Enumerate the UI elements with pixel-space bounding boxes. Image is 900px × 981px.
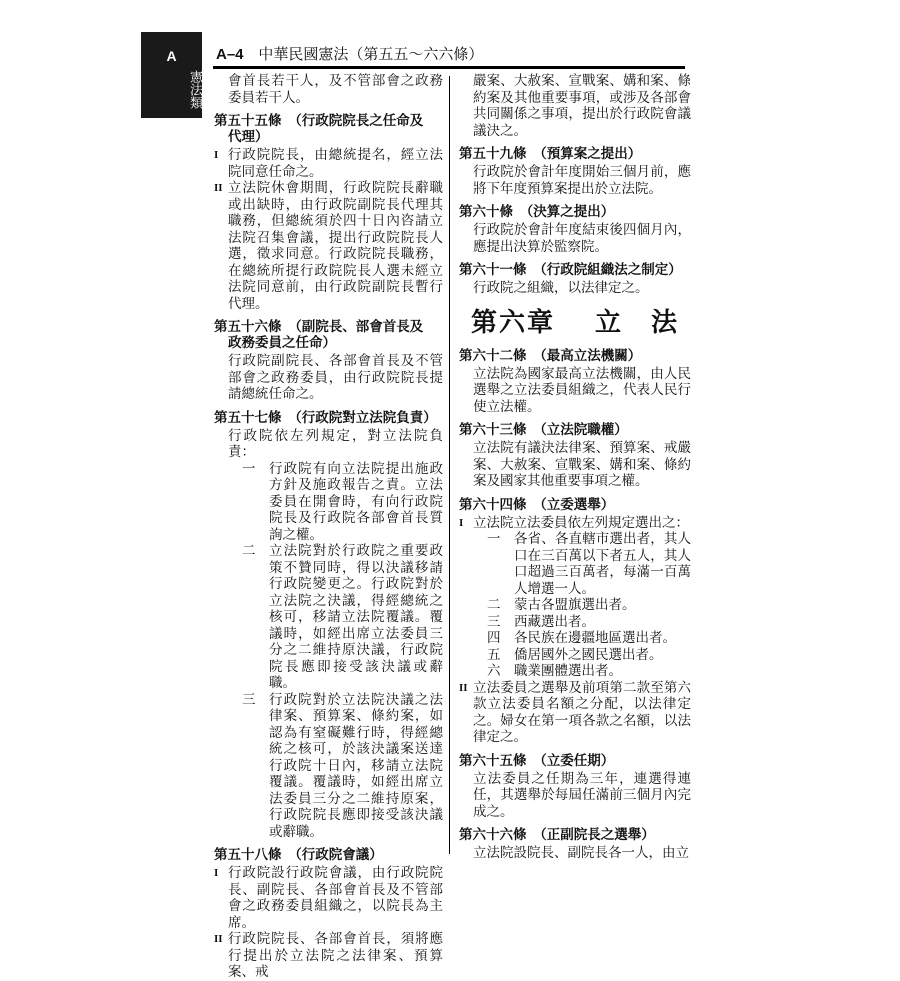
- para-text: 立法委員之選舉及前項第二款至第六款立法委員名額之分配，以法律定之。婦女在第一項各款之名額，以法律定之。: [473, 679, 691, 745]
- article-66-heading: 第六十六條 （正副院長之選舉）: [459, 827, 655, 843]
- article-57-item-1: [214, 461, 443, 544]
- article-55-title-cont: 代理）: [228, 129, 269, 145]
- para-text: 行政院院長，由總統提名，經立法院同意任命之。: [228, 147, 443, 180]
- item-number: 六: [487, 663, 501, 679]
- para-marker: II: [459, 681, 468, 694]
- article-57-item-2: [214, 543, 443, 692]
- article-60-body: 行政院於會計年度結束後四個月內，應提出決算於監察院。: [473, 222, 691, 255]
- para-text: 立法院立法委員依左列規定選出之：: [473, 514, 689, 531]
- para-marker: II: [214, 182, 223, 194]
- article-64-item-3: [459, 614, 691, 631]
- article-56-heading: [214, 319, 443, 351]
- running-header: [216, 43, 483, 64]
- header-rule: [213, 66, 685, 69]
- item-text: 各民族在邊疆地區選出者。: [514, 630, 676, 646]
- item-text: 各省、各直轄市選出者，其人口在三百萬以下者五人，其人口超過三百萬者，每滿一百萬人增選一人。: [514, 531, 691, 597]
- item-text: 僑居國外之國民選出者。: [514, 646, 663, 663]
- article-56-title: 第五十六條 （副院長、部會首長及: [214, 319, 424, 335]
- item-text: 西藏選出者。: [514, 613, 595, 630]
- para-marker: I: [214, 149, 219, 161]
- article-55-para-1: [214, 147, 443, 180]
- article-55-heading: [214, 113, 443, 145]
- column-divider: [449, 76, 450, 854]
- item-text: 行政院對於立法院決議之法律案、預算案、條約案，如認為有窒礙難行時，得經總統之核可，於該決議案送達行政院十日內，移請立法院覆議。覆議時，如經出席立法委員三分之二維持原案，行政院院長應即接受該決議或辭職。: [269, 691, 443, 840]
- para-text: 行政院院長、各部會首長，須將應行提出於立法院之法律案、預算案、戒: [228, 931, 443, 980]
- item-number: 三: [487, 613, 501, 630]
- item-number: 五: [487, 646, 501, 663]
- article-57-heading: 第五十七條 （行政院對立法院負責）: [214, 409, 437, 426]
- article-60-heading: 第六十條 （決算之提出）: [459, 204, 615, 220]
- article-64-para-2: [459, 680, 691, 746]
- chapter-heading: [459, 305, 691, 341]
- article-65-heading: 第六十五條 （立委任期）: [459, 752, 615, 769]
- article-64-item-2: [459, 597, 691, 614]
- continued-text: 嚴案、大赦案、宣戰案、媾和案、條約案及其他重要事項，或涉及各部會共同關係之事項，提出於行政院會議議決之。: [473, 73, 691, 139]
- item-number: 二: [487, 597, 501, 613]
- item-number: 一: [487, 531, 501, 547]
- article-65-body: 立法委員之任期為三年，連選得連任，其選舉於每屆任滿前三個月內完成之。: [473, 770, 691, 820]
- header-title: 中華民國憲法（第五五～六六條）: [258, 45, 484, 63]
- article-64-heading: 第六十四條 （立委選舉）: [459, 496, 615, 513]
- para-marker: I: [459, 516, 464, 529]
- article-58-heading: 第五十八條 （行政院會議）: [214, 847, 383, 863]
- section-tab-letter: A: [166, 48, 177, 64]
- chapter-title: 立 法: [595, 307, 680, 338]
- section-tab: [141, 32, 202, 118]
- item-text: 職業團體選出者。: [514, 663, 622, 679]
- article-59-heading: 第五十九條 （預算案之提出）: [459, 146, 642, 162]
- article-61-heading: 第六十一條 （行政院組織法之制定）: [459, 262, 682, 278]
- article-55-para-2: [214, 180, 443, 312]
- article-66-body: 立法院設院長、副院長各一人，由立: [473, 845, 689, 861]
- article-63-body: 立法院有議決法律案、預算案、戒嚴案、大赦案、宣戰案、媾和案、條約案及國家其他重要事項之權。: [473, 440, 691, 489]
- right-column: [459, 73, 691, 862]
- para-marker: II: [214, 933, 223, 945]
- article-62-heading: 第六十二條 （最高立法機關）: [459, 347, 642, 364]
- para-text: 行政院設行政院會議，由行政院院長、副院長、各部會首長及不管部會之政務委員組織之，以院長為主席。: [228, 865, 443, 931]
- article-56-title-cont: 政務委員之任命）: [228, 335, 336, 351]
- para-marker: I: [214, 867, 219, 879]
- article-64-item-5: [459, 647, 691, 664]
- left-column: [214, 73, 443, 981]
- chapter-number: 第六章: [470, 307, 555, 338]
- article-64-item-6: [459, 663, 691, 680]
- item-text: 立法院對於行政院之重要政策不贊同時，得以決議移請行政院變更之。行政院對於立法院之決議，得經總統之核可，移請立法院覆議。覆議時，如經出席立法委員三分之二維持原決議，行政院院長應即接受該決議或辭職。: [269, 543, 443, 691]
- item-text: 蒙古各盟旗選出者。: [514, 597, 636, 613]
- article-58-para-2: [214, 931, 443, 981]
- item-number: 四: [487, 630, 501, 646]
- article-55-title: 第五十五條 （行政院院長之任命及: [214, 113, 424, 129]
- section-tab-label: 憲法類: [187, 69, 202, 109]
- article-61-body: 行政院之組織，以法律定之。: [473, 280, 649, 296]
- article-58-para-1: [214, 865, 443, 931]
- article-56-body: 行政院副院長、各部會首長及不管部會之政務委員，由行政院院長提請總統任命之。: [228, 353, 443, 402]
- article-57-body: 行政院依左列規定，對立法院負責：: [228, 427, 443, 460]
- continued-text: 會首長若干人，及不管部會之政務委員若干人。: [228, 73, 443, 106]
- article-62-body: 立法院為國家最高立法機關，由人民選舉之立法委員組織之，代表人民行使立法權。: [473, 365, 691, 415]
- page-number: A–4: [216, 46, 244, 63]
- article-64-item-4: [459, 630, 691, 647]
- item-number: 二: [242, 543, 256, 559]
- item-number: 三: [242, 691, 256, 708]
- article-57-item-3: [214, 692, 443, 841]
- article-63-heading: 第六十三條 （立法院職權）: [459, 422, 628, 438]
- article-64-item-1: [459, 531, 691, 597]
- article-59-body: 行政院於會計年度開始三個月前，應將下年度預算案提出於立法院。: [473, 164, 691, 197]
- item-number: 一: [242, 460, 256, 477]
- item-text: 行政院有向立法院提出施政方針及施政報告之責。立法委員在開會時，有向行政院院長及行政院各部會首長質詢之權。: [269, 460, 443, 543]
- article-64-para-1: [459, 515, 691, 532]
- para-text: 立法院休會期間，行政院院長辭職或出缺時，由行政院副院長代理其職務，但總統須於四十日內咨請立法院召集會議，提出行政院院長人選，徵求同意。行政院院長職務，在總統所提行政院院長人選未經立法院同意前，由行政院副院長暫行代理。: [228, 180, 443, 312]
